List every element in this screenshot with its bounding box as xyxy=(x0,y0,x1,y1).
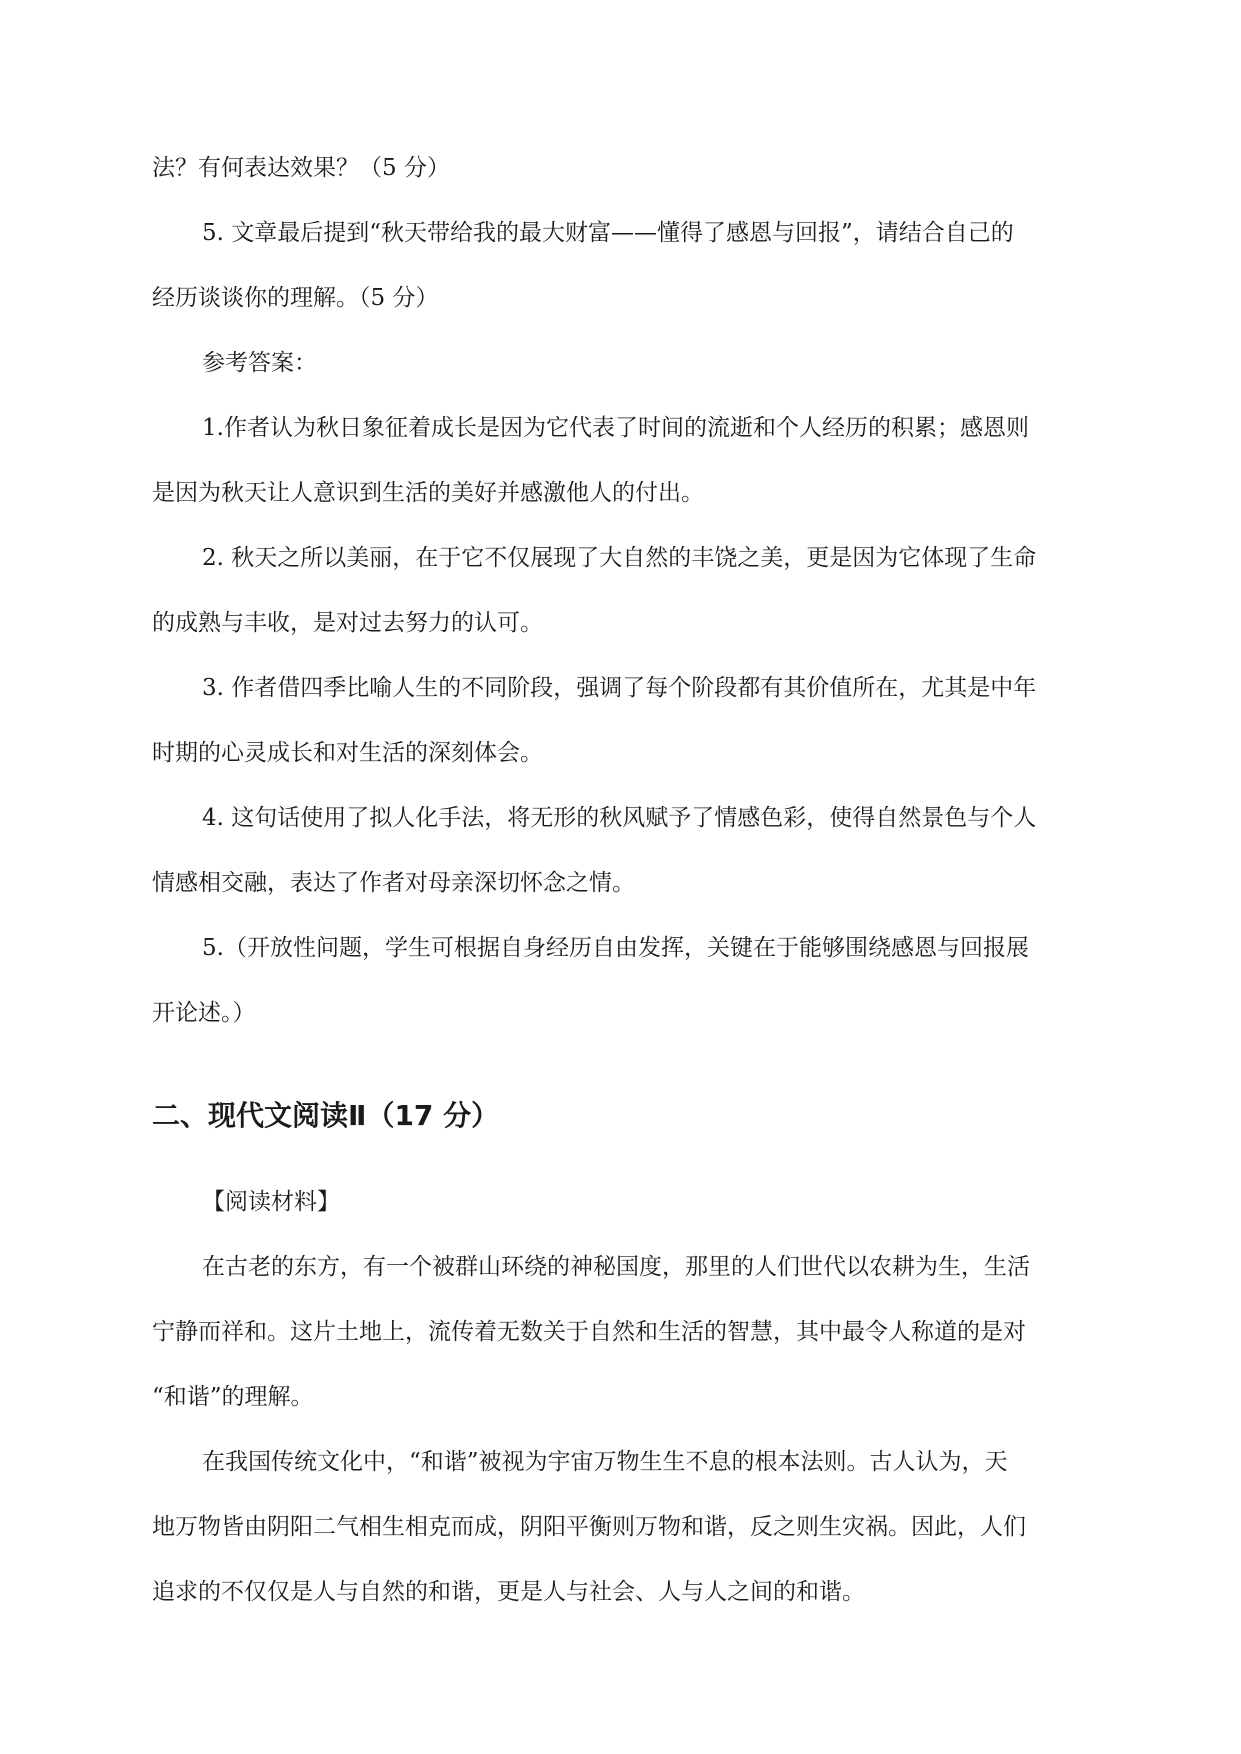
question-5 xyxy=(152,201,1092,331)
answer-1 xyxy=(152,396,1092,526)
answer-1-line-1: 1.作者认为秋日象征着成长是因为它代表了时间的流逝和个人经历的积累；感恩则 xyxy=(202,415,1029,441)
answer-2-line-1: 2. 秋天之所以美丽，在于它不仅展现了大自然的丰饶之美，更是因为它体现了生命 xyxy=(202,545,1037,571)
paragraph-1-line-1: 在古老的东方，有一个被群山环绕的神秘国度，那里的人们世代以农耕为生，生活 xyxy=(202,1254,1030,1280)
paragraph-2-line-1: 在我国传统文化中，“和谐”被视为宇宙万物生生不息的根本法则。古人认为，天 xyxy=(202,1449,1008,1475)
answer-2-line-2: 的成熟与丰收，是对过去努力的认可。 xyxy=(152,610,543,636)
answer-4-line-2: 情感相交融，表达了作者对母亲深切怀念之情。 xyxy=(152,870,635,896)
document-page xyxy=(152,136,1092,1625)
question-5-line-2: 经历谈谈你的理解。（5 分） xyxy=(152,285,439,311)
paragraph-1-line-3: “和谐”的理解。 xyxy=(152,1384,314,1410)
answer-1-line-2: 是因为秋天让人意识到生活的美好并感激他人的付出。 xyxy=(152,480,704,506)
answer-5 xyxy=(152,916,1092,1046)
answer-3 xyxy=(152,656,1092,786)
material-paragraph-2 xyxy=(152,1430,1092,1625)
answer-3-line-2: 时期的心灵成长和对生活的深刻体会。 xyxy=(152,740,543,766)
answer-5-line-2: 开论述。） xyxy=(152,1000,256,1026)
answer-2 xyxy=(152,526,1092,656)
paragraph-2-line-3: 追求的不仅仅是人与自然的和谐，更是人与社会、人与人之间的和谐。 xyxy=(152,1579,865,1605)
paragraph-1-line-2: 宁静而祥和。这片土地上，流传着无数关于自然和生活的智慧，其中最令人称道的是对 xyxy=(152,1319,1026,1345)
prev-question-tail: 法？有何表达效果？（5 分） xyxy=(152,155,450,181)
answer-5-line-1: 5.（开放性问题，学生可根据自身经历自由发挥，关键在于能够围绕感恩与回报展 xyxy=(202,935,1029,961)
material-paragraph-1 xyxy=(152,1235,1092,1430)
answers-title: 参考答案： xyxy=(202,350,317,376)
paragraph-2-line-2: 地万物皆由阴阳二气相生相克而成，阴阳平衡则万物和谐，反之则生灾祸。因此，人们 xyxy=(152,1514,1026,1540)
section-2-heading: 二、现代文阅读Ⅱ（17 分） xyxy=(152,1099,500,1132)
answer-4 xyxy=(152,786,1092,916)
answer-3-line-1: 3. 作者借四季比喻人生的不同阶段，强调了每个阶段都有其价值所在，尤其是中年 xyxy=(202,675,1037,701)
answer-4-line-1: 4. 这句话使用了拟人化手法，将无形的秋风赋予了情感色彩，使得自然景色与个人 xyxy=(202,805,1037,831)
material-label: 【阅读材料】 xyxy=(202,1189,340,1215)
question-5-line-1: 5. 文章最后提到“秋天带给我的最大财富——懂得了感恩与回报”，请结合自己的 xyxy=(202,220,1014,246)
